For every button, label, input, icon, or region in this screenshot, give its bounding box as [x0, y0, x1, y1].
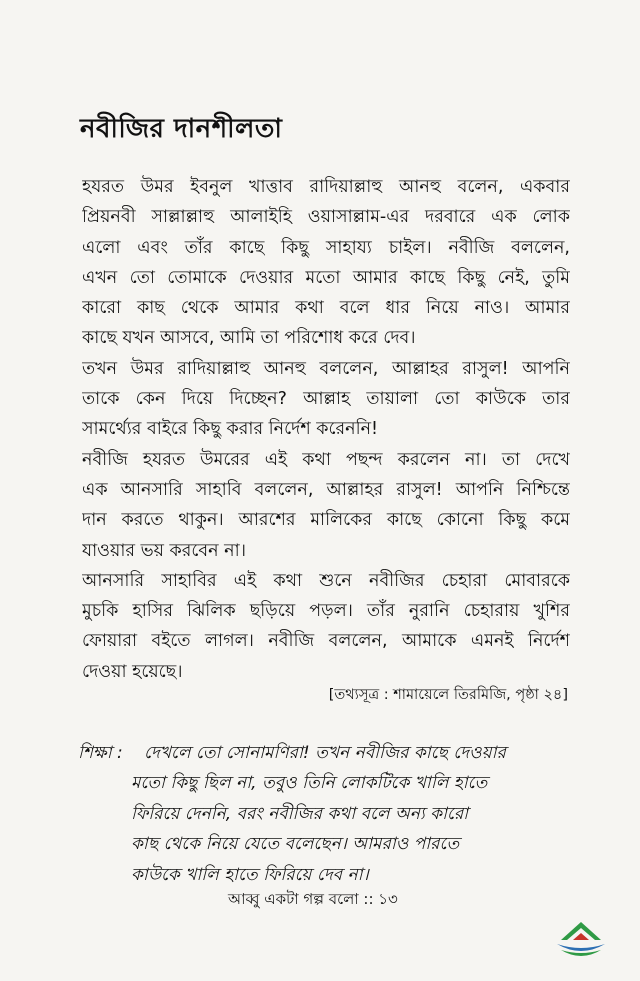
- source-citation: [তথ্যসূত্র : শামায়েলে তিরমিজি, পৃষ্ঠা ২৪]: [328, 687, 568, 703]
- story-line: যাওয়ার ভয় করবেন না।: [82, 540, 246, 561]
- lesson-block: [78, 738, 578, 890]
- story-line: নবীজি হযরত উমরের এই কথা পছন্দ করলেন না। তা দেখে: [82, 449, 570, 470]
- page-footer: আব্বু একটা গল্প বলো :: ১৩: [228, 890, 398, 908]
- story-line: হযরত উমর ইবনুল খাত্তাব রাদিয়াল্লাহু আনহু বলেন, একবার: [82, 177, 570, 197]
- lesson-label: শিক্ষা :: [78, 743, 123, 763]
- lesson-line: দেখলে তো সোনামণিরা! তখন নবীজির কাছে দেওয়ার: [144, 743, 506, 763]
- lesson-line: ফিরিয়ে দেননি, বরং নবীজির কথা বলে অন্য কারো: [131, 803, 469, 824]
- story-line: দেওয়া হয়েছে।: [82, 661, 183, 682]
- story-line: কাছে যখন আসবে, আমি তা পরিশোধ করে দেব।: [82, 328, 416, 349]
- story-line: এলো এবং তাঁর কাছে কিছু সাহায্য চাইল। নবীজি বললেন,: [82, 237, 570, 258]
- story-line: দান করতে থাকুন। আরশের মালিকের কাছে কোনো কিছু কমে: [82, 510, 570, 531]
- story-line: প্রিয়নবী সাল্লাল্লাহু আলাইহি ওয়াসাল্লাম-এর দরবারে এক লোক: [82, 207, 570, 228]
- story-line: ফোয়ারা বইতে লাগল। নবীজি বললেন, আমাকে এমনই নির্দেশ: [82, 631, 570, 652]
- publisher-logo-icon: [553, 918, 609, 962]
- lesson-line: কাউকে খালি হাতে ফিরিয়ে দেব না।: [131, 864, 369, 885]
- lesson-line: কাছ থেকে নিয়ে যেতে বলেছেন। আমরাও পারতে: [131, 834, 460, 855]
- story-line: সামর্থ্যের বাইরে কিছু করার নির্দেশ করেননি!: [82, 419, 379, 440]
- story-line: আনসারি সাহাবির এই কথা শুনে নবীজির চেহারা মোবারকে: [82, 570, 570, 591]
- story-line: তখন উমর রাদিয়াল্লাহু আনহু বললেন, আল্লাহর রাসুল! আপনি: [82, 358, 570, 379]
- story-line: মুচকি হাসির ঝিলিক ছড়িয়ে পড়ল। তাঁর নুরানি চেহারায় খুশির: [82, 601, 570, 622]
- page-title: নবীজির দানশীলতা: [80, 114, 283, 144]
- story-line: কারো কাছ থেকে আমার কথা বলে ধার নিয়ে নাও। আমার: [82, 298, 570, 319]
- lesson-line: মতো কিছু ছিল না, তবুও তিনি লোকটিকে খালি হাতে: [131, 773, 488, 794]
- story-line: এক আনসারি সাহাবি বললেন, আল্লাহর রাসুল! আপনি নিশ্চিন্তে: [82, 479, 570, 500]
- lesson-first-line: [78, 738, 578, 768]
- story-line: তাকে কেন দিয়ে দিচ্ছেন? আল্লাহ তায়ালা তো কাউকে তার: [82, 389, 570, 410]
- story-body: [82, 172, 570, 687]
- story-line: এখন তো তোমাকে দেওয়ার মতো আমার কাছে কিছু নেই, তুমি: [82, 267, 570, 288]
